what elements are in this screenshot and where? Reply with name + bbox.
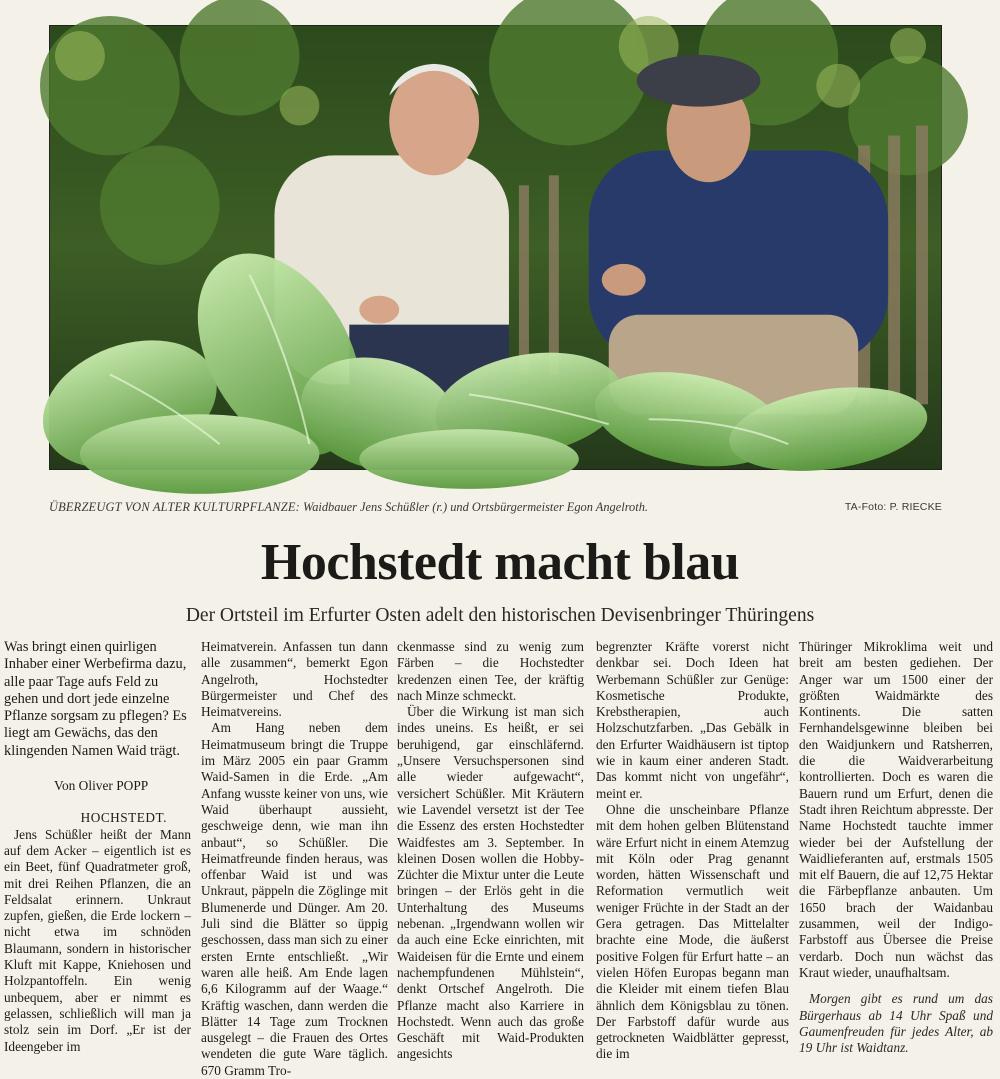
column-5-paragraph-1: Thüringer Mikroklima weit und breit am besten gediehen. Der Anger war um 1500 einer der größten Waidmärkte des Kontinents. Die satten Fernhandelsgewinne bleiben bei den Waidjunkern und Ratsherren, die die Waidverarbeitung kontrollierten. Doch es waren die Bauern rund um Erfurt, denen die Stadt ihren Reichtum abpresste. Der Name Hochstedt tauchte immer wieder bei der Aufstellung der Waidlieferanten auf, erstmals 1505 mit elf Bauern, die auf 12,75 Hektar die Färbepflanze anbauten. Um 1650 brach der Waidanbau zusammen, weil der Indigo-Farbstoff aus Übersee die Preise verdarb. Doch nun wächst das Kraut wieder, unaufhaltsam. [799, 639, 993, 980]
column-3-paragraph-2: Über die Wirkung ist man sich indes uneins. Es heißt, er sei beruhigend, gar einschläfernd. „Unsere Versuchspersonen sind alle wieder aufgewacht“, versichert Schüßler. Mit Kräutern wie Lavendel versetzt ist der Tee die Essenz des ersten Hochstedter Waidfestes am 3. September. In kleinen Dosen wollen die Hobby-Züchter die Mixtur unter die Leute bringen – der Erlös geht in die Unterhaltung des Museums nebenan. „Irgendwann wollen wir da auch eine Ecke einrichten, mit Waideisen für die Ernte und einem nachempfundenen Mühlstein“, denkt Ortschef Angelroth. Die Pflanze macht also Karriere in Hochstedt. Wenn auch das große Geschäft mit Waid-Produkten angesichts [397, 704, 584, 1062]
article-column-1 [4, 639, 191, 1054]
photo-illustration [50, 26, 941, 469]
column-4-paragraph-1: begrenzter Kräfte vorerst nicht denkbar sei. Doch Ideen hat Werbemann Schüßler zur Genüge: Kosmetische Produkte, Krebstherapien, auch Holzschutzfarben. „Das Gebälk in den Erfurter Waidhäusern ist tiptop wie in kaum einer anderen Stadt. Das kommt nicht von ungefähr“, meint er. [596, 639, 789, 801]
event-note: Morgen gibt es rund um das Bürgerhaus ab 14 Uhr Spaß und Gaumenfreuden für jedes Alter, ab 19 Uhr ist Waidtanz. [799, 991, 993, 1056]
column-2-paragraph-2: Am Hang neben dem Heimatmuseum bringt die Truppe im März 2005 ein paar Gramm Waid-Samen in die Erde. „Am Anfang wusste keiner von uns, wie Waid überhaupt aussieht, geschweige denn, wie man ihn anbaut“, so Schüßler. Die Heimatfreunde finden heraus, was offenbar Waid ist und was Unkraut, päppeln die Zöglinge mit Blumenerde und Dünger. Am 20. Juli sind die Blätter so üppig geschossen, dass man sich zu einer ersten Ernte entschließt. „Wir waren alle heiß. Am Ende lagen 6,6 Kilogramm auf der Waage.“ Kräftig waschen, dann werden die Blätter 14 Tage zum Trocknen ausgelegt – die Frauen des Ortes wendeten die gute Ware täglich. 670 Gramm Tro- [201, 720, 388, 1078]
article-intro: Was bringt einen quirligen Inhaber einer Werbefirma dazu, alle paar Tage aufs Feld zu gehen und dort jede einzelne Pflanze sorgsam zu pflegen? Es liegt am Gewächs, das den klingenden Namen Waid trägt. [4, 639, 187, 759]
article-column-5 [799, 639, 993, 1056]
column-1-paragraph-1: Jens Schüßler heißt der Mann auf dem Acker – eigentlich ist es ein Beet, fünf Quadratmeter groß, mit drei Reihen Pflanzen, die an Feldsalat erinnern. Unkraut zupfen, gießen, die Erde lockern – nicht etwa im schnöden Blaumann, sondern in historischer Kluft mit Kappe, Kniehosen und Holzpantoffeln. Ein wenig unbequem, aber er nimmt es gelassen, schließlich will man ja stolz sein im Dorf. „Er ist der Ideengeber im [4, 826, 191, 1054]
subheadline: Der Ortsteil im Erfurter Osten adelt den historischen Devisenbringer Thüringens [185, 605, 815, 626]
byline: Von Oliver POPP [54, 778, 149, 794]
photo-credit: TA-Foto: P. RIECKE [844, 501, 942, 513]
column-2-paragraph-1: Heimatverein. Anfassen tun dann alle zusammen“, bemerkt Egon Angelroth, Hochstedter Bürgermeister und Chef des Heimatvereins. [201, 639, 388, 720]
article-column-4 [596, 639, 789, 1062]
dateline: HOCHSTEDT. [80, 810, 167, 826]
photo-caption [49, 500, 942, 520]
article-column-2 [201, 639, 388, 1078]
article-column-3 [397, 639, 584, 1062]
caption-text: Waidbauer Jens Schüßler (r.) und Ortsbürgermeister Egon Angelroth. [303, 500, 648, 514]
caption-lead: ÜBERZEUGT VON ALTER KULTURPFLANZE: [49, 500, 300, 514]
article-photo [49, 25, 942, 470]
column-3-paragraph-1: ckenmasse sind zu wenig zum Färben – die Hochstedter kredenzen einen Tee, der kräftig nach Minze schmeckt. [397, 639, 584, 703]
column-4-paragraph-2: Ohne die unscheinbare Pflanze mit dem hohen gelben Blütenstand wäre Erfurt nicht in einem Atemzug mit Köln oder Prag genannt worden, hätten Wissenschaft und Reformation vermutlich weit weniger Früchte in der Stadt an der Gera getragen. Das Mittelalter brachte eine Mode, die äußerst positive Folgen für Erfurt hatte – an vielen Höfen Europas begann man die Kleider mit einem tiefen Blau ähnlich dem Königsblau zu tönen. Der Farbstoff dafür wurde aus getrockneten Waidblätter gepresst, die im [596, 801, 789, 1062]
headline: Hochstedt macht blau [260, 534, 740, 591]
